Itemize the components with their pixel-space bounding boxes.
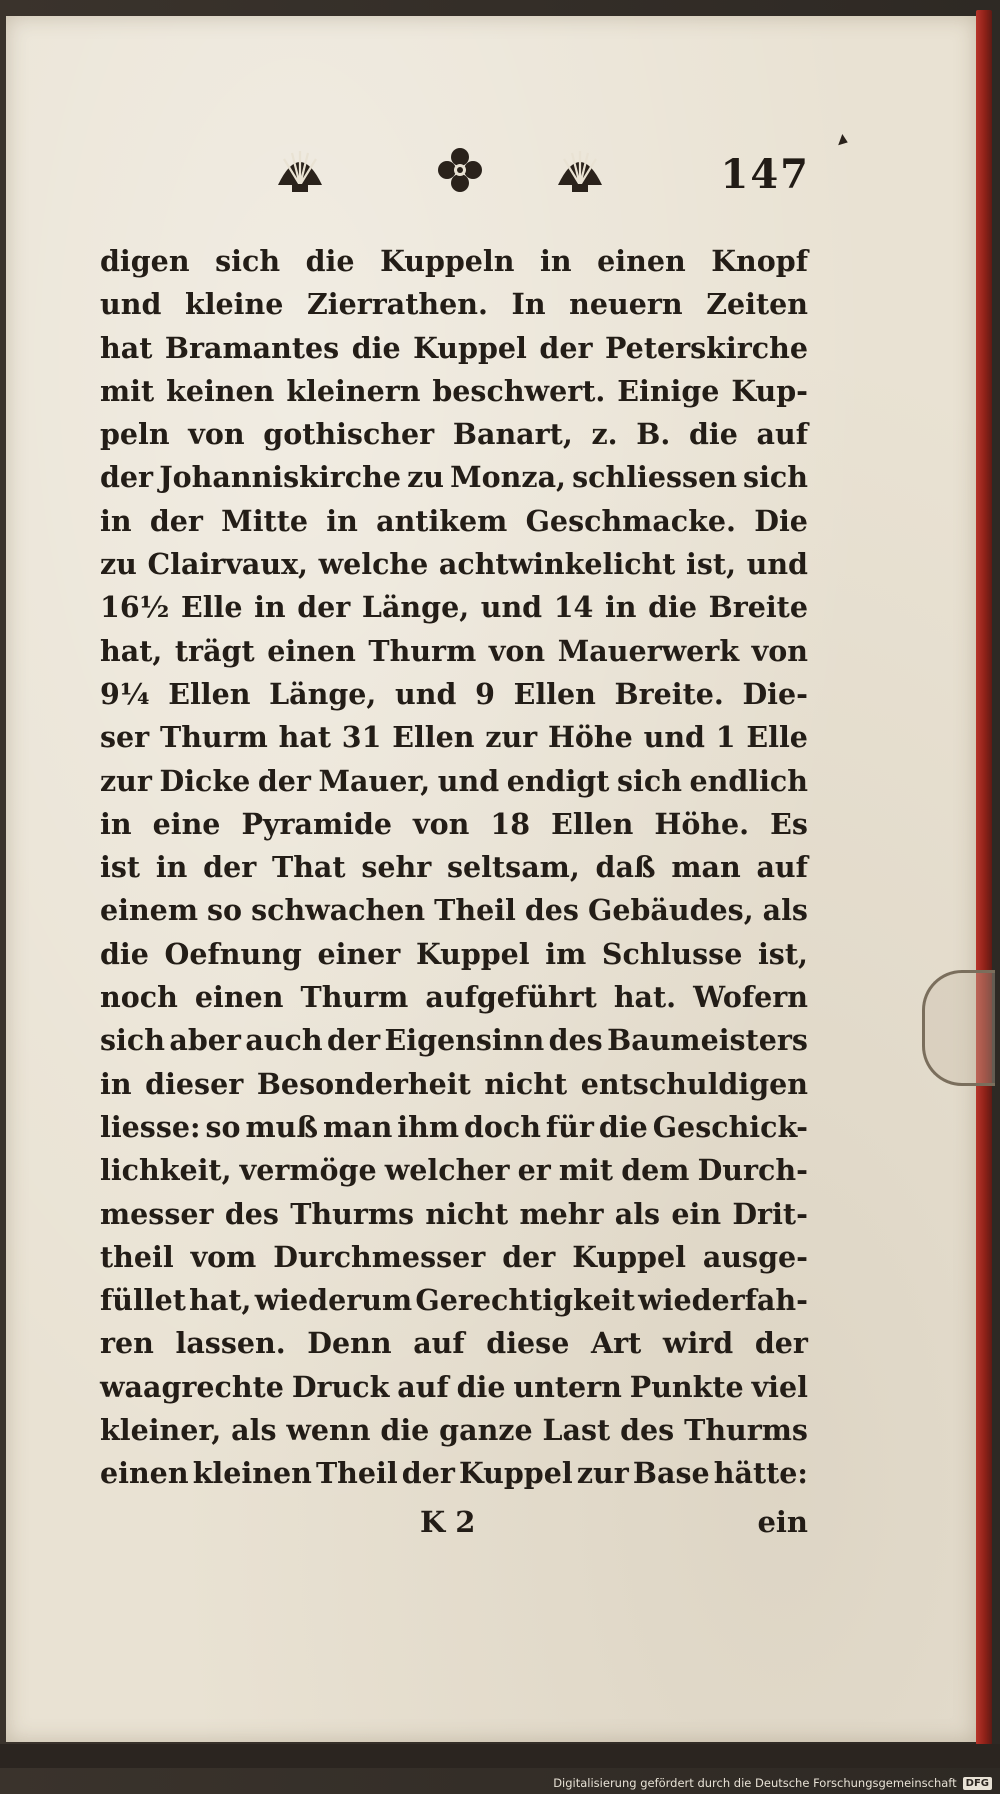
text-word: 9 (475, 676, 495, 711)
text-line (100, 500, 808, 543)
text-word: die (305, 244, 355, 278)
text-word: Wofern (693, 980, 808, 1015)
text-line (100, 1322, 808, 1365)
flower-ornament-icon (430, 145, 490, 195)
text-word: Geschick- (652, 1109, 808, 1144)
text-word: Breite. (614, 676, 724, 711)
text-word: Ellen (392, 720, 475, 755)
scan-bottom-band (0, 1744, 1000, 1768)
text-word: Thurms (684, 1413, 808, 1448)
text-word: des (524, 893, 579, 928)
text-line (100, 456, 808, 499)
text-word: Johanniskirche (159, 460, 401, 495)
text-word: man (322, 1109, 393, 1144)
text-word: Last (542, 1413, 611, 1448)
text-word: Es (770, 806, 808, 841)
text-word: von (188, 417, 245, 452)
text-word: die (380, 1413, 430, 1448)
text-word: Breite (708, 590, 808, 625)
text-word: dem (621, 1153, 690, 1188)
text-word: Durchmesser (273, 1239, 486, 1274)
text-word: hat, (189, 1283, 252, 1318)
text-word: Clairvaux, (147, 547, 308, 582)
text-word: hat, (100, 633, 163, 668)
text-word: zur (485, 720, 538, 755)
text-word: der (327, 1023, 381, 1058)
text-word: Baumeisters (607, 1023, 808, 1058)
text-word: Länge, (361, 590, 470, 625)
text-word: Elle (180, 590, 243, 625)
text-word: eine (152, 806, 221, 841)
text-word: lichkeit, (100, 1153, 232, 1188)
text-word: neuern (569, 287, 683, 322)
text-word: Die (754, 503, 808, 538)
text-word: Peterskirche (605, 330, 808, 365)
text-word: zur (100, 763, 152, 798)
text-word: einer (317, 936, 401, 971)
text-word: von (413, 806, 470, 841)
text-word: In (511, 287, 546, 322)
text-word: mehr (519, 1196, 604, 1231)
shell-ornament-icon (270, 145, 330, 195)
text-line (100, 889, 808, 932)
text-line (100, 586, 808, 629)
text-word: der (401, 1456, 455, 1491)
text-line (100, 673, 808, 716)
text-word: gothischer (263, 417, 435, 452)
text-word: beschwert. (432, 373, 606, 408)
text-word: 9¼ (100, 676, 150, 711)
text-word: als (614, 1196, 661, 1231)
text-word: Monza, (450, 460, 566, 495)
signature-mark: K 2 (420, 1505, 476, 1539)
text-line (100, 1236, 808, 1279)
text-word: wiederum (254, 1283, 413, 1318)
text-word: in (100, 503, 132, 538)
text-word: kleinern (286, 373, 421, 408)
text-word: so (205, 1109, 241, 1144)
text-word: nicht (425, 1196, 509, 1231)
text-word: in (604, 590, 637, 625)
text-word: und (100, 287, 162, 322)
text-word: die (351, 330, 401, 365)
text-word: und (746, 547, 808, 582)
text-word: 14 (553, 590, 594, 625)
text-line (100, 1019, 808, 1062)
catchword: ein (757, 1505, 808, 1539)
text-word: die (100, 936, 149, 971)
text-word: in (540, 244, 572, 278)
text-word: welcher (384, 1153, 510, 1188)
text-word: in (100, 806, 132, 841)
text-word: wenn (286, 1413, 371, 1448)
text-word: in (155, 850, 188, 885)
text-word: des (620, 1413, 675, 1448)
text-word: auf (756, 417, 808, 452)
text-word: Höhe (548, 720, 633, 755)
text-line (100, 1063, 808, 1106)
text-word: zur (576, 1456, 629, 1491)
text-word: Thurms (290, 1196, 415, 1231)
text-word: als (231, 1413, 277, 1448)
text-word: Theil (434, 893, 516, 928)
text-word: Punkte (629, 1369, 744, 1404)
text-word: messer (100, 1196, 214, 1231)
text-word: endigt (506, 763, 610, 798)
text-word: peln (100, 417, 170, 452)
text-word: einen (100, 1456, 189, 1491)
text-word: sich (616, 763, 682, 798)
text-line (100, 933, 808, 976)
body-text (100, 240, 808, 1496)
text-word: auf (413, 1326, 465, 1361)
text-word: aber (169, 1023, 241, 1058)
text-word: Kuppel (572, 1239, 686, 1274)
text-word: ist, (686, 547, 736, 582)
text-word: hat (100, 330, 153, 365)
text-word: Gerechtigkeit (415, 1283, 635, 1318)
text-word: Druck (291, 1369, 390, 1404)
text-line (100, 543, 808, 586)
text-line (100, 283, 808, 326)
text-word: auch (245, 1023, 323, 1058)
text-word: Elle (746, 720, 808, 755)
text-word: Kuppeln (380, 244, 515, 278)
text-word: ist (100, 850, 141, 885)
text-word: hat (278, 720, 331, 755)
text-word: Mauer, (318, 763, 431, 798)
text-word: Geschmacke. (525, 503, 736, 538)
text-word: entschuldigen (580, 1066, 808, 1101)
text-word: der (257, 763, 311, 798)
text-word: Theil (315, 1456, 398, 1491)
text-word: ausge- (702, 1239, 808, 1274)
text-word: mit (100, 373, 155, 408)
digitization-credit (553, 1774, 992, 1792)
text-line (100, 240, 808, 283)
page-number: 147 (720, 151, 810, 198)
text-line (100, 1193, 808, 1236)
text-line (100, 630, 808, 673)
text-word: auf (397, 1369, 449, 1404)
text-word: Thurm (300, 980, 409, 1015)
text-word: sich (743, 460, 808, 495)
text-word: zu (407, 460, 444, 495)
text-word: von (751, 633, 808, 668)
text-word: der (100, 460, 154, 495)
text-word: 1 (715, 720, 736, 755)
text-line (100, 1452, 808, 1495)
text-word: ren (100, 1326, 154, 1361)
text-word: doch (463, 1109, 541, 1144)
text-word: Thurm (160, 720, 268, 755)
text-word: waagrechte (100, 1369, 284, 1404)
text-word: des (548, 1023, 603, 1058)
text-word: sich (100, 1023, 165, 1058)
text-word: in (326, 503, 358, 538)
text-word: Banart, (452, 417, 573, 452)
text-word: der (203, 850, 257, 885)
text-word: der (149, 503, 203, 538)
text-word: Oefnung (164, 936, 302, 971)
text-word: Drit- (732, 1196, 808, 1231)
text-word: Besonderheit (256, 1066, 471, 1101)
text-word: ein (671, 1196, 722, 1231)
text-word: hat. (613, 980, 677, 1015)
text-word: Gebäudes, (588, 893, 754, 928)
text-word: theil (100, 1239, 174, 1274)
text-word: Ellen (513, 676, 596, 711)
text-word: schwachen (251, 893, 426, 928)
text-word: von (488, 633, 546, 668)
text-word: Kup- (731, 373, 808, 408)
text-word: keinen (166, 373, 275, 408)
text-word: achtwinkelicht (438, 547, 676, 582)
text-word: füllet (100, 1283, 186, 1318)
text-word: im (545, 936, 587, 971)
text-word: sich (215, 244, 281, 278)
text-line (100, 1409, 808, 1452)
text-word: einen (267, 633, 356, 668)
text-line (100, 846, 808, 889)
text-word: sehr (361, 850, 432, 885)
text-line (100, 413, 808, 456)
text-word: Die- (742, 676, 808, 711)
text-line (100, 716, 808, 759)
text-word: kleiner, (100, 1413, 222, 1448)
text-word: nicht (484, 1066, 568, 1101)
page-header (100, 145, 810, 200)
text-line (100, 370, 808, 413)
text-word: Base (632, 1456, 710, 1491)
text-word: diese (486, 1326, 570, 1361)
text-word: wiederfah- (638, 1283, 808, 1318)
text-word: Kuppel (413, 330, 527, 365)
page-clip (922, 970, 995, 1086)
text-word: lassen. (175, 1326, 286, 1361)
dfg-logo: DFG (963, 1777, 992, 1790)
text-word: Mauerwerk (557, 633, 740, 668)
text-word: einen (194, 980, 284, 1015)
shell-ornament-icon (550, 145, 610, 195)
text-word: einen (597, 244, 686, 278)
text-word: trägt (174, 633, 255, 668)
text-word: zu (100, 547, 137, 582)
text-word: Knopf (711, 244, 808, 278)
text-word: noch (100, 980, 178, 1015)
text-word: der (297, 590, 351, 625)
text-word: Zierrathen. (306, 287, 488, 322)
text-word: seltsam, (447, 850, 580, 885)
text-word: Kuppel (459, 1456, 573, 1491)
text-word: mit (558, 1153, 614, 1188)
text-word: Länge, (269, 676, 377, 711)
text-word: vom (190, 1239, 257, 1274)
text-word: Höhe. (654, 806, 750, 841)
text-word: liesse: (100, 1109, 201, 1144)
text-word: daß (595, 850, 656, 885)
text-word: so (206, 893, 243, 928)
text-word: wird (662, 1326, 734, 1361)
text-word: untern (513, 1369, 622, 1404)
text-line (100, 760, 808, 803)
text-word: und (437, 763, 500, 798)
text-word: muß (245, 1109, 319, 1144)
text-word: auf (756, 850, 808, 885)
text-word: 31 (341, 720, 382, 755)
text-word: Eigensinn (384, 1023, 545, 1058)
text-word: der (754, 1326, 808, 1361)
credit-text: Digitalisierung gefördert durch die Deutsche Forschungsgemeinschaft (553, 1776, 957, 1790)
text-word: Einige (617, 373, 720, 408)
text-line (100, 327, 808, 370)
text-word: und (395, 676, 457, 711)
text-word: Bramantes (164, 330, 340, 365)
text-word: als (762, 893, 808, 928)
text-word: die (688, 417, 738, 452)
text-word: kleinen (192, 1456, 312, 1491)
text-word: 16½ (100, 590, 170, 625)
text-line (100, 1106, 808, 1149)
text-word: und (480, 590, 543, 625)
text-word: kleine (184, 287, 284, 322)
text-word: die (648, 590, 698, 625)
text-word: die (598, 1109, 648, 1144)
book-edge (976, 10, 992, 1745)
text-word: aufgeführt (425, 980, 597, 1015)
text-word: er (517, 1153, 551, 1188)
text-word: Art (591, 1326, 642, 1361)
text-word: Schlusse (601, 936, 743, 971)
text-word: man (671, 850, 741, 885)
text-word: Kuppel (415, 936, 530, 971)
text-line (100, 976, 808, 1019)
text-word: viel (751, 1369, 808, 1404)
text-word: vermöge (239, 1153, 377, 1188)
text-word: endlich (689, 763, 808, 798)
text-word: die (456, 1369, 506, 1404)
text-word: Ellen (168, 676, 251, 711)
text-word: z. (591, 417, 618, 452)
text-word: Ellen (551, 806, 634, 841)
text-word: einem (100, 893, 198, 928)
text-word: Thurm (368, 633, 477, 668)
text-word: der (502, 1239, 556, 1274)
text-word: ist, (757, 936, 808, 971)
text-word: in (100, 1066, 132, 1101)
text-word: ser (100, 720, 150, 755)
text-word: in (254, 590, 286, 625)
text-word: antikem (376, 503, 508, 538)
text-word: des (224, 1196, 279, 1231)
text-word: der (539, 330, 593, 365)
text-line (100, 1279, 808, 1322)
text-word: dieser (145, 1066, 244, 1101)
text-word: B. (636, 417, 671, 452)
page-footer (100, 1505, 808, 1545)
text-line (100, 1149, 808, 1192)
text-word: ganze (439, 1413, 533, 1448)
text-word: digen (100, 244, 190, 278)
text-word: ihm (397, 1109, 459, 1144)
text-line (100, 1366, 808, 1409)
text-word: Zeiten (706, 287, 808, 322)
text-word: und (643, 720, 705, 755)
text-word: Durch- (697, 1153, 808, 1188)
text-line (100, 803, 808, 846)
text-word: Mitte (221, 503, 309, 538)
text-word: hätte: (713, 1456, 808, 1491)
text-word: welche (318, 547, 429, 582)
text-word: Pyramide (241, 806, 392, 841)
text-word: Dicke (159, 763, 251, 798)
text-word: That (271, 850, 346, 885)
text-word: für (545, 1109, 594, 1144)
text-word: schliessen (572, 460, 737, 495)
text-word: Denn (307, 1326, 392, 1361)
text-word: 18 (490, 806, 531, 841)
